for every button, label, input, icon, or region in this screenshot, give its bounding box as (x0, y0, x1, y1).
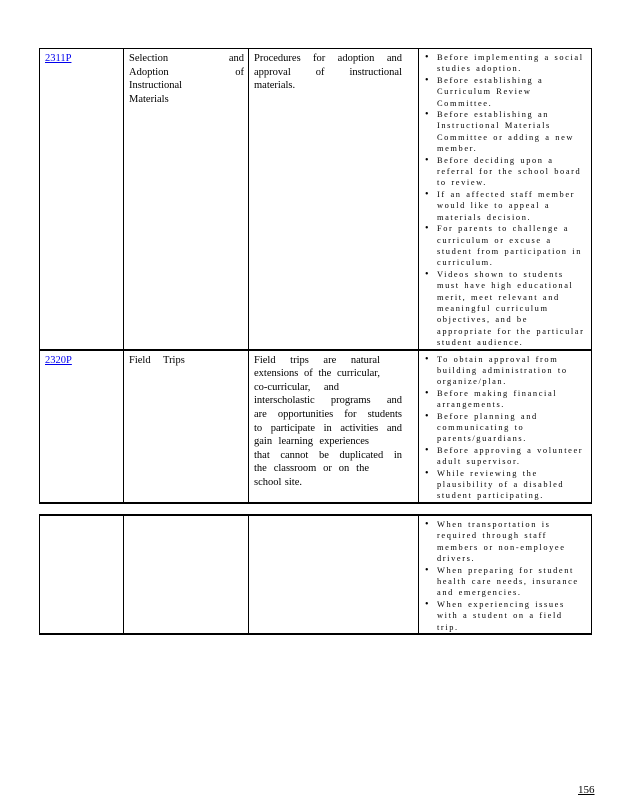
page-number: 156 (578, 784, 595, 796)
description-line: extensions of the curricular, (254, 368, 380, 380)
policy-code-link[interactable]: 2311P (45, 53, 72, 64)
code-cell (40, 49, 124, 350)
list-item: • When preparing for student health care needs, insurance and emergencies. (437, 565, 587, 599)
table-row (40, 350, 592, 503)
description-line: interscholastic programs and (254, 395, 402, 407)
title-line: Field Trips (129, 354, 185, 366)
steps-list (424, 52, 587, 349)
procedures-table (39, 48, 592, 504)
description-line: the classroom or on the (254, 463, 369, 475)
title-line: Instructional (129, 80, 183, 92)
list-item: • While reviewing the plausibility of a disabled student participating. (437, 468, 587, 502)
steps-cell (419, 350, 592, 503)
steps-cell (419, 515, 592, 634)
steps-cell (419, 49, 592, 350)
description-line: school site. (254, 476, 302, 488)
title-line: Selection and (129, 53, 244, 64)
list-item: • Before establishing a Curriculum Review Committee. (437, 75, 587, 109)
code-cell (40, 515, 124, 634)
list-item: • For parents to challenge a curriculum or excuse a student from participation in curriculum. (437, 223, 587, 269)
table-row (40, 515, 592, 634)
description-line: materials. (254, 80, 296, 92)
title-line: Materials (129, 93, 169, 105)
code-cell (40, 350, 124, 503)
description-line: Procedures for adoption and (254, 53, 402, 64)
procedures-table-continued (39, 514, 592, 635)
description-line: are opportunities for students (254, 408, 402, 420)
description-cell (249, 350, 419, 503)
list-item: • Before implementing a social studies adoption. (437, 52, 587, 75)
title-cell (124, 350, 249, 503)
list-item: • Before making financial arrangements. (437, 388, 587, 411)
description-line: to participate in activities and (254, 422, 402, 434)
title-cell (124, 49, 249, 350)
description-line: gain learning experiences (254, 436, 369, 448)
list-item: • To obtain approval from building administration to organize/plan. (437, 354, 587, 388)
table-row (40, 49, 592, 350)
list-item: • If an affected staff member would like to appeal a materials decision. (437, 189, 587, 223)
list-item: • Before deciding upon a referral for the school board to review. (437, 155, 587, 189)
list-item: • When transportation is required through staff members or non-employee drivers. (437, 519, 587, 565)
list-item: • Before approving a volunteer adult supervisor. (437, 445, 587, 468)
description-line: co-curricular, and (254, 381, 339, 393)
steps-list (424, 519, 587, 633)
list-item: • Videos shown to students must have high educational merit, meet relevant and meaningful curriculum objectives, and be appropriate for the particular student audience. (437, 269, 587, 349)
list-item: • When experiencing issues with a student on a field trip. (437, 599, 587, 633)
policy-code-link[interactable]: 2320P (45, 354, 72, 366)
steps-list (424, 354, 587, 502)
description-line: that cannot be duplicated in (254, 449, 402, 461)
description-line: Field trips are natural (254, 354, 380, 366)
list-item: • Before planning and communicating to parents/guardians. (437, 411, 587, 445)
title-line: Adoption of (129, 66, 244, 78)
list-item: • Before establishing an Instructional Materials Committee or adding a new member. (437, 109, 587, 155)
description-cell (249, 49, 419, 350)
description-cell (249, 515, 419, 634)
description-line: approval of instructional (254, 66, 402, 78)
title-cell (124, 515, 249, 634)
